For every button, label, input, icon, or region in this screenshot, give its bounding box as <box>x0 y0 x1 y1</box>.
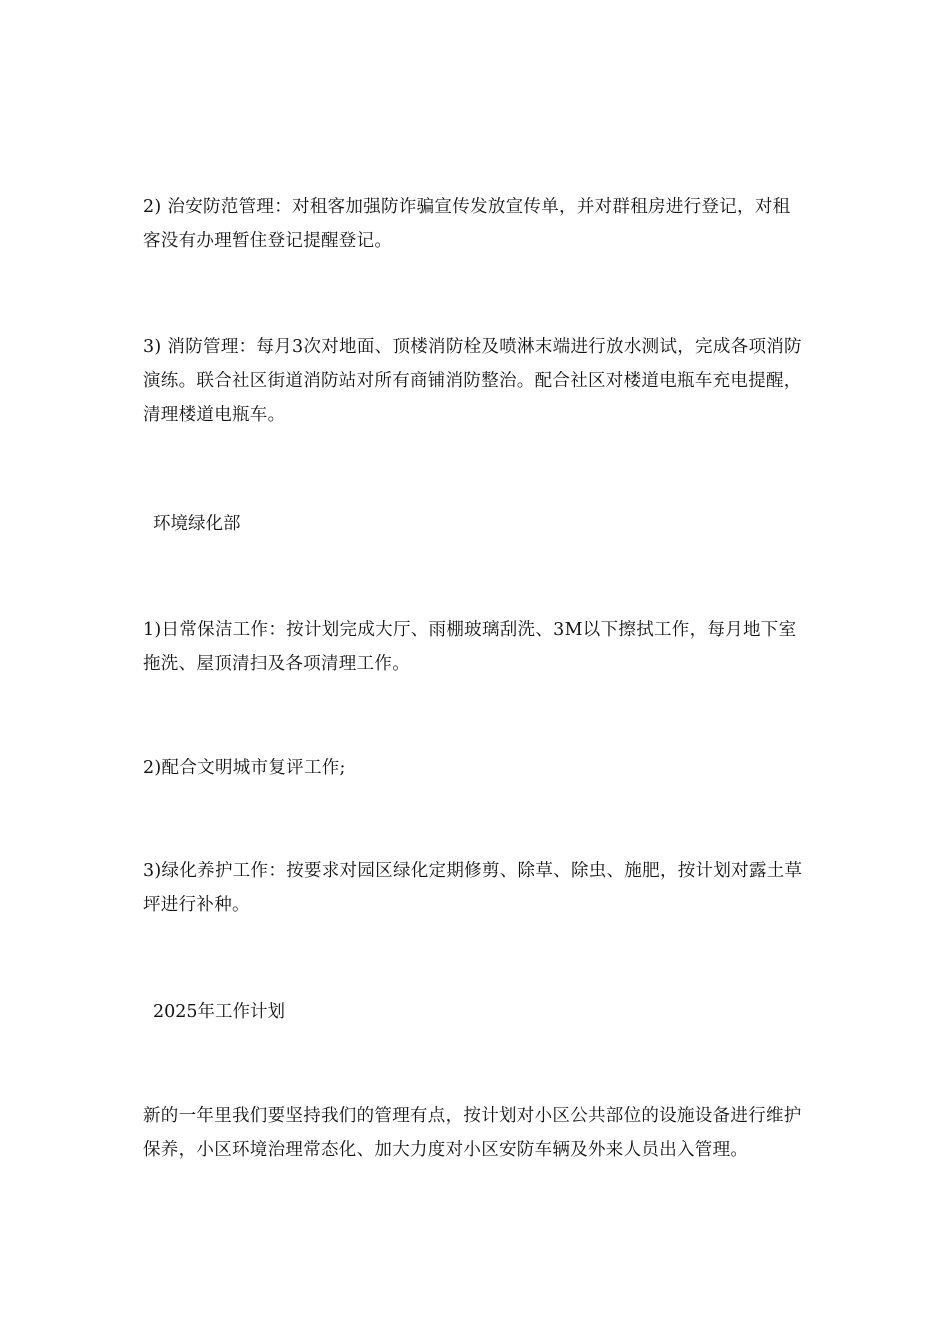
paragraph-fire-management: 3) 消防管理：每月3次对地面、顶楼消防栓及喷淋末端进行放水测试，完成各项消防演练。联合社区街道消防站对所有商铺消防整治。配合社区对楼道电瓶车充电提醒，清理楼道电瓶车。 <box>143 337 802 425</box>
section-heading-work-plan: 2025年工作计划 <box>153 1002 286 1022</box>
section-heading-environment: 环境绿化部 <box>153 514 241 534</box>
paragraph-greening-maintenance: 3)绿化养护工作：按要求对园区绿化定期修剪、除草、除虫、施肥，按计划对露土草坪进行补种。 <box>143 861 803 915</box>
paragraph-security-management: 2) 治安防范管理：对租客加强防诈骗宣传发放宣传单，并对群租房进行登记，对租客没有办理暂住登记提醒登记。 <box>143 197 791 251</box>
paragraph-civilized-city: 2)配合文明城市复评工作; <box>143 758 346 778</box>
paragraph-daily-cleaning: 1)日常保洁工作：按计划完成大厅、雨棚玻璃刮洗、3M以下擦拭工作，每月地下室拖洗、屋顶清扫及各项清理工作。 <box>143 620 797 674</box>
paragraph-new-year-plan: 新的一年里我们要坚持我们的管理有点，按计划对小区公共部位的设施设备进行维护保养，小区环境治理常态化、加大力度对小区安防车辆及外来人员出入管理。 <box>143 1106 802 1160</box>
